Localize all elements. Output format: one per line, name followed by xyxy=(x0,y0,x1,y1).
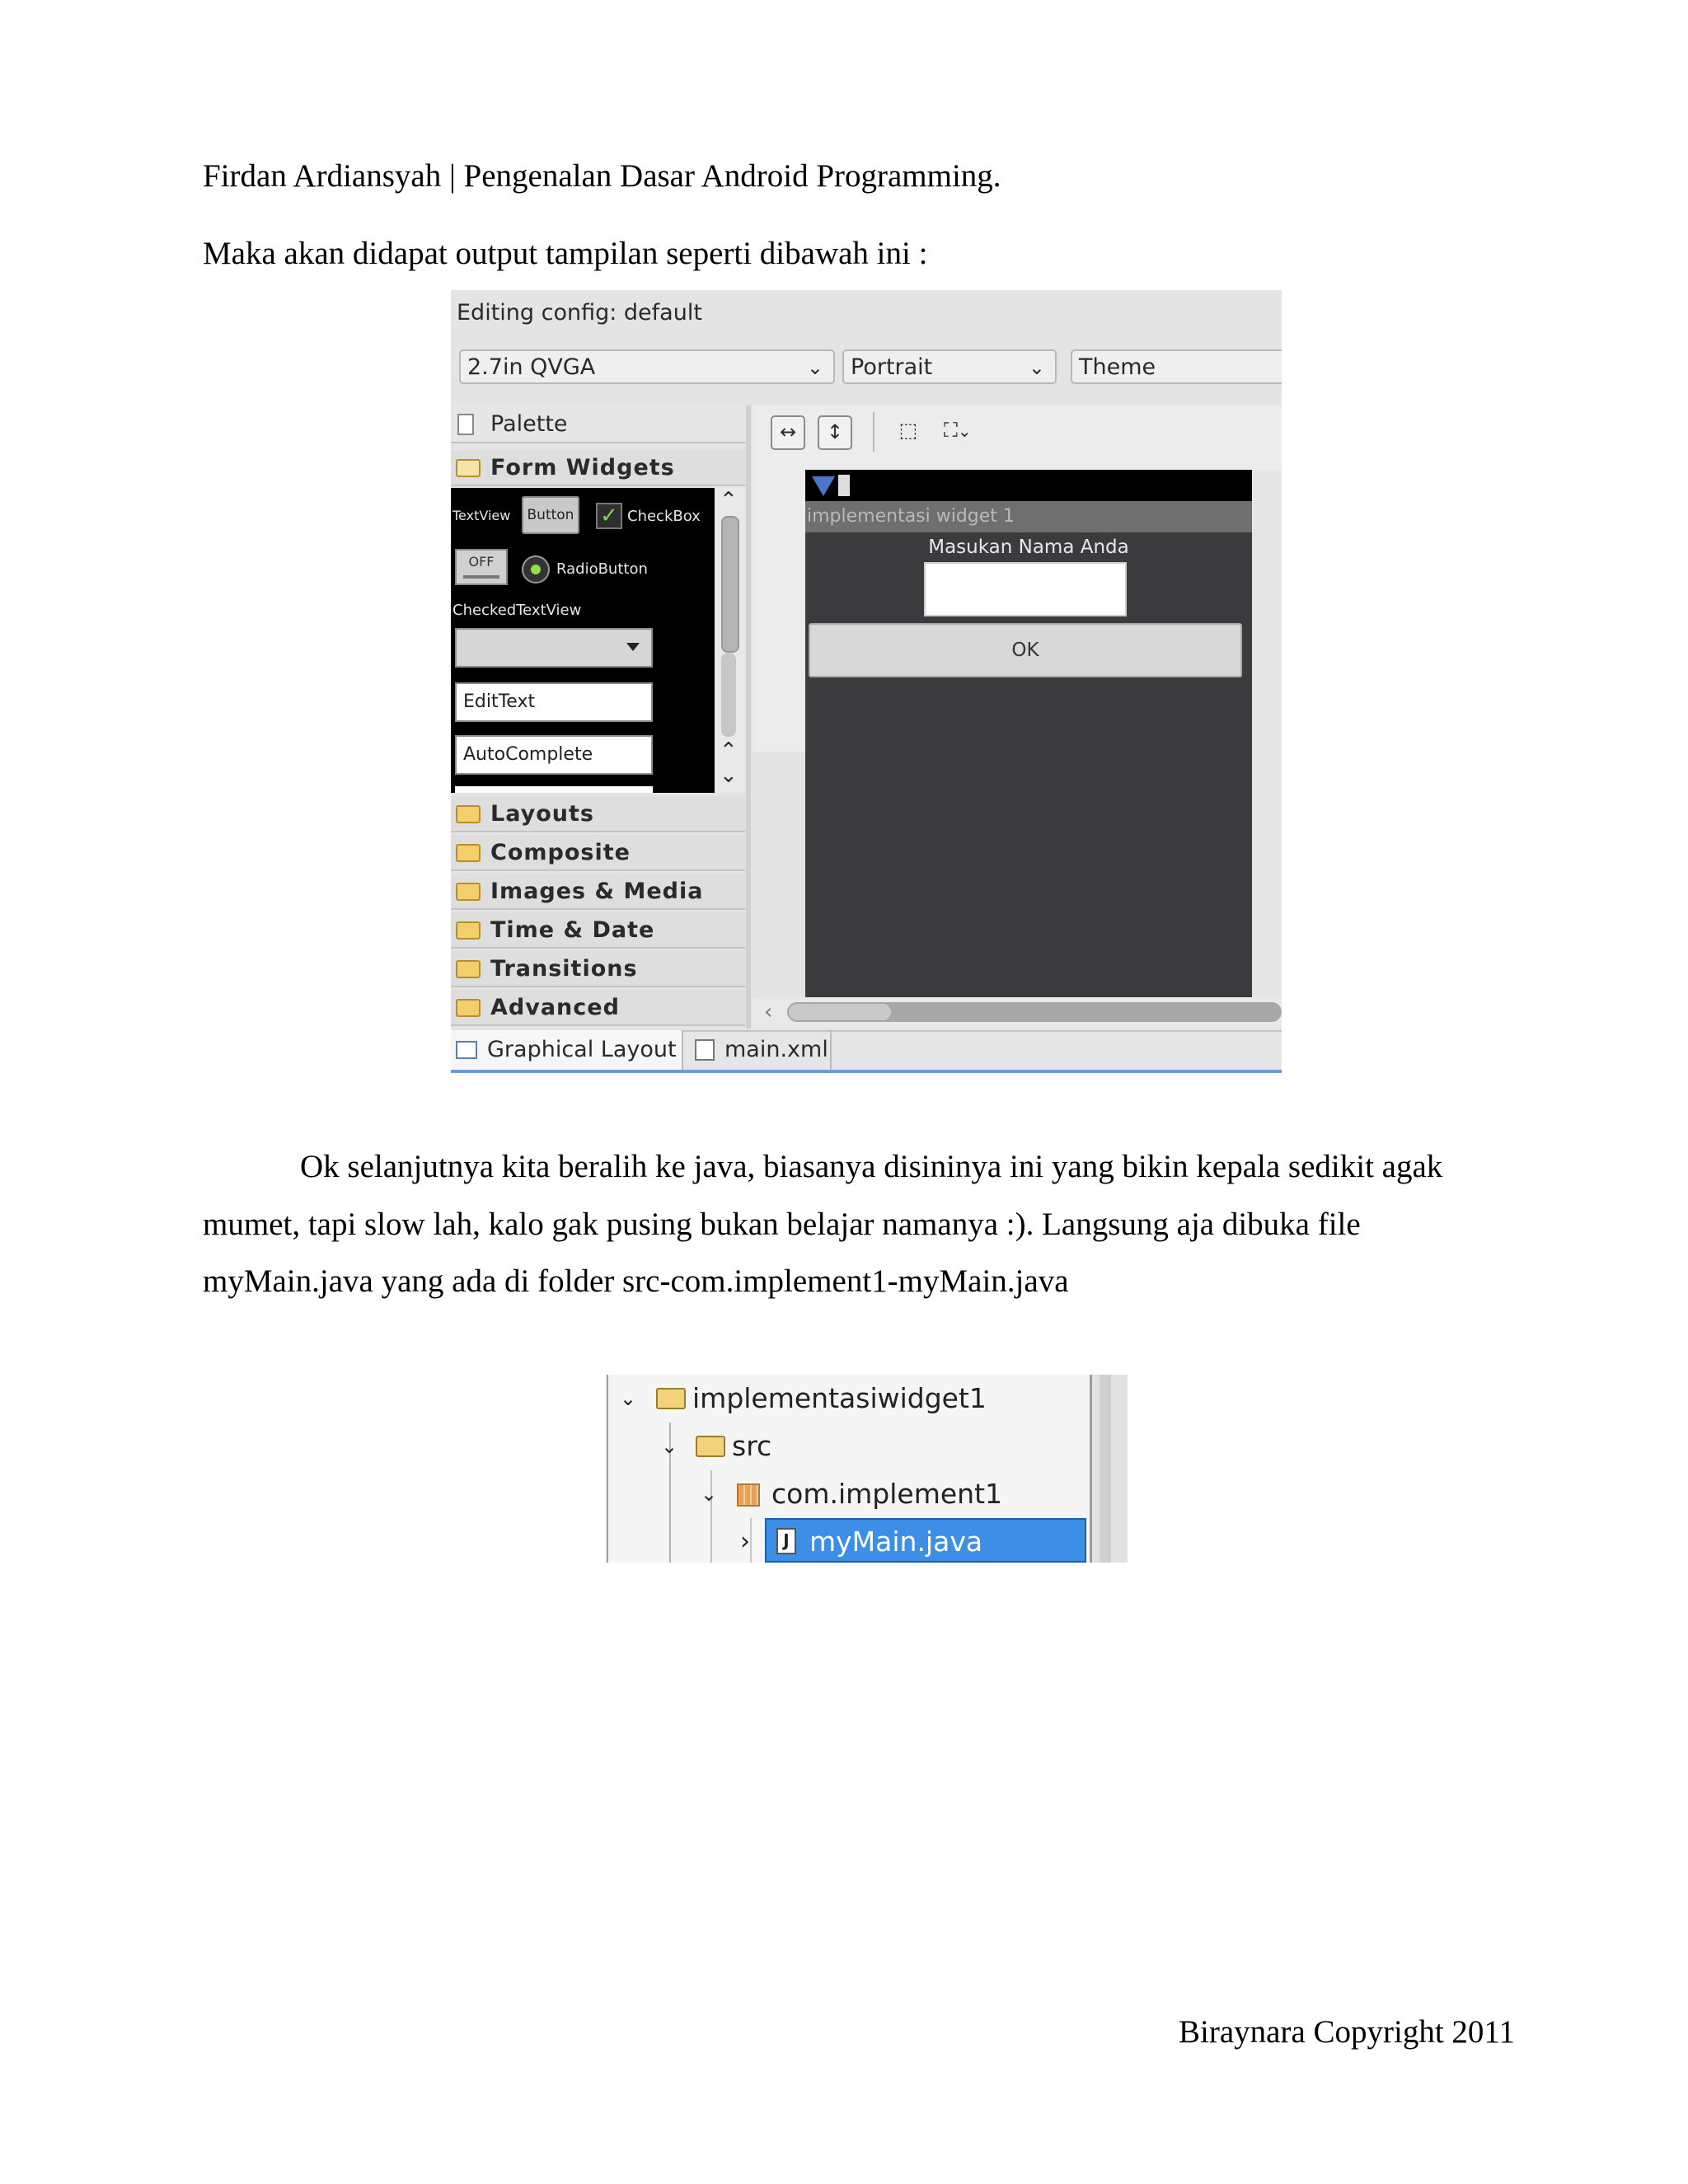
category-label: Composite xyxy=(490,840,631,865)
tab-label: Graphical Layout xyxy=(487,1037,677,1062)
package-icon xyxy=(737,1483,760,1507)
panel-splitter[interactable] xyxy=(746,405,751,1029)
canvas-hscrollbar[interactable] xyxy=(753,997,1282,1027)
widget-toggle[interactable] xyxy=(455,549,508,585)
widget-checkbox[interactable]: CheckBox xyxy=(627,508,701,525)
category-label: Form Widgets xyxy=(490,455,675,480)
category-item[interactable] xyxy=(451,990,745,1026)
xml-file-icon xyxy=(695,1039,715,1061)
widget-spinner[interactable] xyxy=(455,628,653,668)
paragraph-line-3: myMain.java yang ada di folder src-com.implement1-myMain.java xyxy=(203,1263,1069,1299)
chevron-down-icon: ⌄ xyxy=(957,421,972,441)
palette-header[interactable] xyxy=(451,405,745,443)
scroll-thumb[interactable] xyxy=(721,516,739,653)
category-item[interactable] xyxy=(451,835,745,871)
layout-editor-screenshot xyxy=(451,290,1282,1073)
folder-icon xyxy=(456,805,481,823)
folder-icon xyxy=(456,921,481,940)
scroll-down-icon: ⌄ xyxy=(720,763,738,788)
orientation-select-value: Portrait xyxy=(851,354,933,380)
ok-button[interactable] xyxy=(809,623,1242,677)
project-folder-icon xyxy=(656,1388,686,1409)
device-select-value: 2.7in QVGA xyxy=(467,354,596,380)
project-tree-screenshot xyxy=(605,1375,1128,1563)
category-form-widgets[interactable] xyxy=(451,450,745,486)
checkbox-icon: ✓ xyxy=(596,503,622,529)
tree-item-file[interactable] xyxy=(605,1518,1083,1563)
folder-icon xyxy=(456,999,481,1017)
category-label: Images & Media xyxy=(490,879,704,904)
category-label: Transitions xyxy=(490,956,638,982)
toggle-label: OFF xyxy=(468,554,495,569)
source-folder-icon xyxy=(696,1436,725,1457)
tree-label-src: src xyxy=(732,1430,772,1462)
scroll-left-icon: ‹ xyxy=(764,1000,773,1024)
category-item[interactable] xyxy=(451,912,745,949)
status-bar xyxy=(805,470,1252,501)
widget-autocomplete[interactable]: AutoComplete xyxy=(455,735,653,775)
scroll-up-icon: ⌃ xyxy=(720,738,738,763)
device-preview xyxy=(805,470,1252,1000)
fit-height-icon[interactable]: ↕ xyxy=(818,415,852,450)
theme-select[interactable] xyxy=(1071,349,1282,384)
folder-icon xyxy=(456,960,481,978)
tab-graphical-layout[interactable] xyxy=(451,1030,683,1070)
intro-text: Maka akan didapat output tampilan seperti dibawah ini : xyxy=(203,236,928,271)
theme-select-value: Theme xyxy=(1079,354,1156,380)
device-select[interactable] xyxy=(459,349,835,384)
chevron-down-icon: ⌄ xyxy=(661,1435,678,1458)
hscroll-thumb[interactable] xyxy=(789,1004,891,1020)
app-title-bar xyxy=(805,501,1254,532)
scroll-up-icon: ⌃ xyxy=(720,488,738,513)
name-label: Masukan Nama Anda xyxy=(928,537,1129,558)
category-item[interactable] xyxy=(451,951,745,987)
folder-icon xyxy=(456,883,481,901)
widget-checkedtextview[interactable]: CheckedTextView xyxy=(452,602,582,619)
category-item[interactable] xyxy=(451,874,745,910)
tree-item-package[interactable] xyxy=(605,1470,1083,1518)
battery-icon xyxy=(838,475,850,496)
name-input[interactable] xyxy=(924,562,1127,616)
app-title: implementasi widget 1 xyxy=(807,506,1015,527)
folder-open-icon xyxy=(456,459,481,477)
widget-edittext[interactable]: EditText xyxy=(455,682,653,722)
layout-icon xyxy=(456,1041,477,1059)
tab-label: main.xml xyxy=(724,1037,828,1062)
widget-radiobutton[interactable]: RadioButton xyxy=(556,560,648,578)
editing-config-label: Editing config: default xyxy=(457,300,702,326)
chevron-down-icon: ⌄ xyxy=(1028,356,1045,379)
tree-label-file: myMain.java xyxy=(809,1526,983,1558)
palette-label: Palette xyxy=(490,411,568,437)
caret-down-icon xyxy=(626,643,640,651)
radio-icon xyxy=(522,555,550,583)
page-footer: Biraynara Copyright 2011 xyxy=(1179,2014,1515,2050)
paragraph-line-1: Ok selanjutnya kita beralih ke java, biasanya disininya ini yang bikin kepala sedikit agak xyxy=(300,1149,1443,1184)
fit-width-icon[interactable]: ↔ xyxy=(771,415,805,450)
palette-scrollbar[interactable] xyxy=(715,488,745,793)
tree-item-project[interactable] xyxy=(605,1375,1083,1422)
chevron-right-icon: › xyxy=(740,1527,750,1556)
category-item[interactable] xyxy=(451,796,745,832)
paragraph-line-2: mumet, tapi slow lah, kalo gak pusing bukan belajar namanya :). Langsung aja dibuka file xyxy=(203,1207,1361,1242)
widget-button[interactable] xyxy=(522,496,579,534)
java-file-icon: J xyxy=(776,1528,796,1554)
tab-main-xml[interactable] xyxy=(690,1030,832,1070)
orientation-select[interactable] xyxy=(842,349,1057,384)
ok-button-label: OK xyxy=(1011,640,1039,661)
chevron-down-icon: ⌄ xyxy=(806,356,823,379)
page-header: Firdan Ardiansyah | Pengenalan Dasar Android Programming. xyxy=(203,158,1001,194)
chevron-down-icon: ⌄ xyxy=(701,1483,718,1506)
palette-icon xyxy=(457,414,474,435)
widget-button-label: Button xyxy=(527,507,574,523)
widget-textview[interactable]: TextView xyxy=(452,508,511,523)
tree-item-src[interactable] xyxy=(605,1422,1083,1470)
clip-icon[interactable]: ⬚ xyxy=(898,419,918,442)
tree-label-package: com.implement1 xyxy=(771,1478,1003,1510)
tree-label-project: implementasiwidget1 xyxy=(692,1382,987,1414)
category-label: Layouts xyxy=(490,801,594,827)
category-label: Time & Date xyxy=(490,917,655,943)
form-widgets-panel xyxy=(451,488,715,793)
signal-icon xyxy=(812,476,835,496)
folder-icon xyxy=(456,844,481,862)
chevron-down-icon: ⌄ xyxy=(620,1387,637,1410)
zoom-fit-icon[interactable]: ⛶⌄ xyxy=(944,419,972,442)
category-label: Advanced xyxy=(490,995,620,1020)
